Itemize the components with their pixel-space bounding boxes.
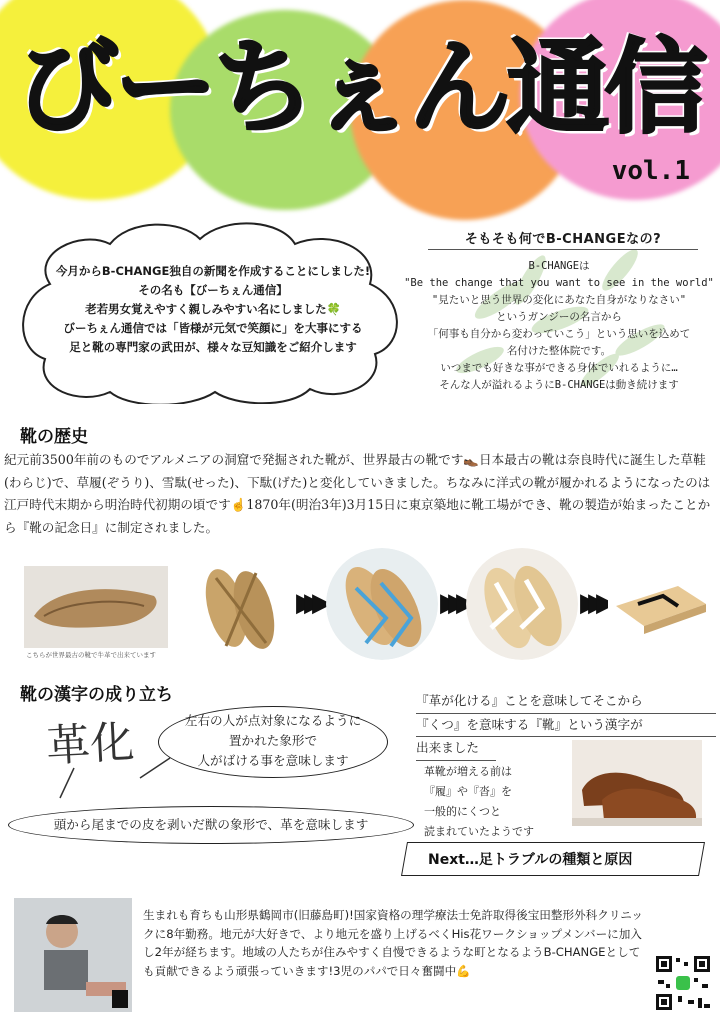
waraji-photo xyxy=(186,558,290,658)
why-line: "見たいと思う世界の変化にあなた自身がなりなさい" xyxy=(431,294,687,306)
note-line: 革靴が増える前は xyxy=(424,765,512,778)
intro-line: 足と靴の専門家の武田が、様々な豆知識をご紹介します xyxy=(69,340,357,354)
setta-photo xyxy=(466,548,578,660)
why-line: "Be the change that you want to see in the world" xyxy=(404,277,714,289)
note-line: 『履』や『沓』を xyxy=(424,785,512,798)
kanji-heading: 靴の漢字の成り立ち xyxy=(20,685,173,705)
volume-label: vol.1 xyxy=(611,156,690,186)
kanji-bubble-bottom xyxy=(8,806,414,844)
newsletter-title: びーちぇん通信 xyxy=(17,29,703,148)
profile-text: 生まれも育ちも山形県鶴岡市(旧藤島町)!国家資格の理学療法士免許取得後宝田整形外科クリニックに8年勤務。地元が大好きで、より地元を盛り上げるべくHis花ワークショップメンバーに加入し2年が経ちます。地域の人たちが住みやすく自慢できるような町となるようB-CHANGEとしても貢献できるよう頑張っていきます!3児のパパで日々奮闘中💪 xyxy=(143,908,643,978)
zori-photo xyxy=(326,548,438,660)
bubble-line: 頭から尾までの皮を剥いだ獣の象形で、革を意味します xyxy=(53,817,369,832)
next-label: Next…足トラブルの種類と原因 xyxy=(428,852,633,868)
note-line: 読まれていたようです xyxy=(424,825,534,838)
explanation-line: 『くつ』を意味する『靴』という漢字が xyxy=(416,714,716,738)
oldest-shoe-photo xyxy=(24,566,168,648)
intro-line: 老若男女覚えやすく親しみやすい名にしました🍀 xyxy=(85,302,341,316)
kanji-bubble-top xyxy=(158,706,388,778)
why-line: いつまでも好きな事ができる身体でいれるように… xyxy=(440,362,678,374)
intro-line: その名も【びーちぇん通信】 xyxy=(138,283,288,297)
why-line: というガンジーの名言から xyxy=(496,311,622,323)
history-text: 紀元前3500年前のものでアルメニアの洞窟で発掘された靴が、世界最古の靴です👞日本最古の靴は奈良時代に誕生した草鞋(わらじ)で、草履(ぞうり)、雪駄(せった)、下駄(げた)と変化していきました。ちなみに洋式の靴が履かれるようになったのは江戸時代末期から明治時代初期の頃です☝️1870年(明治3年)3月15日に東京築地に靴工場ができ、靴の製造が始まったことから『靴の記念日』に制定されました。 xyxy=(4,452,711,535)
progression-arrow: ▶▶▶ xyxy=(580,588,604,618)
progression-arrow: ▶▶▶ xyxy=(440,588,464,618)
explanation-line: 出来ました xyxy=(416,737,496,761)
explanation-line: 『革が化ける』ことを意味してそこから xyxy=(416,690,716,714)
why-line: 名付けた整体院です。 xyxy=(506,345,612,357)
qr-code xyxy=(654,954,712,1012)
progression-arrow: ▶▶▶ xyxy=(296,588,320,618)
oldest-shoe-caption: こちらが世界最古の靴で牛革で出来ています xyxy=(26,651,156,659)
shoe-note xyxy=(424,762,574,842)
history-heading: 靴の歴史 xyxy=(20,427,88,447)
leather-shoes-photo xyxy=(572,740,702,826)
why-line: B-CHANGEは xyxy=(528,260,590,272)
geta-photo xyxy=(608,566,712,642)
why-line: そんな人が溢れるようにB-CHANGEは動き続けます xyxy=(439,379,679,391)
why-heading: そもそも何でB-CHANGEなの? xyxy=(428,228,698,250)
note-line: 一般的にくつと xyxy=(424,805,501,818)
kanji-handwritten: 革化 xyxy=(44,716,136,773)
bubble-line: 人がばける事を意味します xyxy=(197,753,349,768)
why-line: 「何事も自分から変わっていこう」という思いを込めて xyxy=(427,328,691,340)
intro-text xyxy=(38,262,388,357)
profile-photo xyxy=(14,898,132,1012)
why-body xyxy=(400,258,718,394)
intro-line: 今月からB-CHANGE独自の新聞を作成することにしました! xyxy=(55,264,371,278)
intro-line: びーちぇん通信では「皆様が元気で笑顔に」を大事にする xyxy=(63,321,363,335)
bubble-line: 置かれた象形で xyxy=(228,733,318,748)
bubble-line: 左右の人が点対象になるように xyxy=(184,713,362,728)
